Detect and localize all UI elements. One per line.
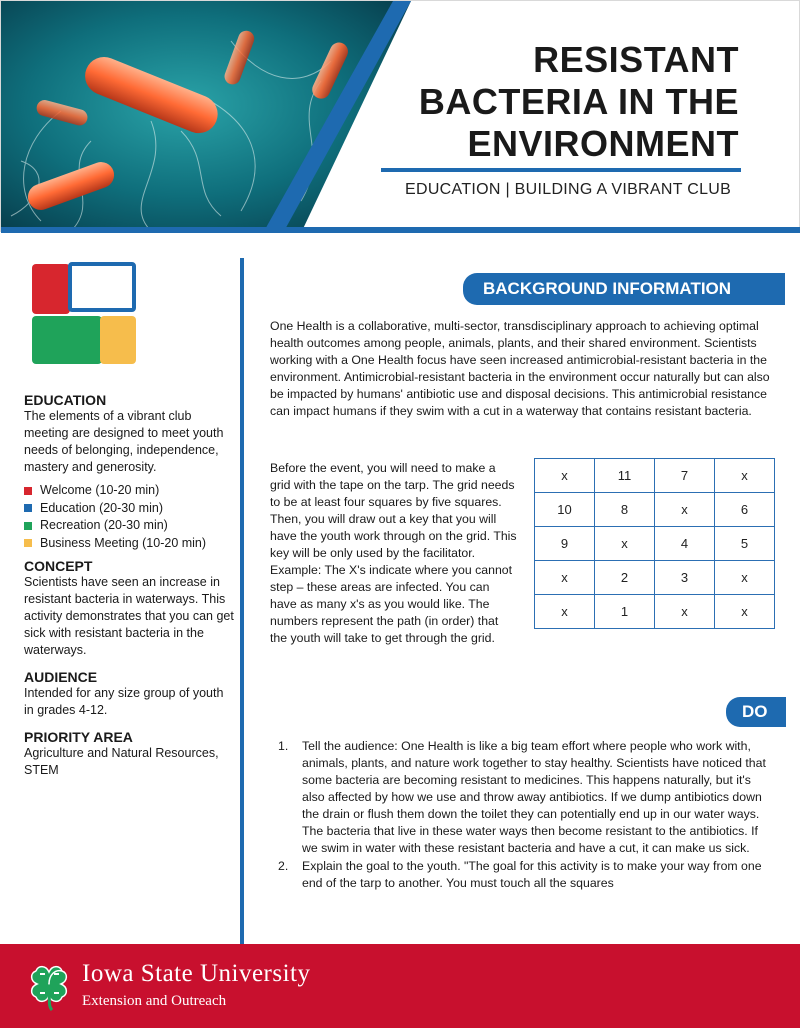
grid-cell: x (715, 459, 775, 493)
title-line-1: RESISTANT (533, 39, 739, 80)
page-subtitle: EDUCATION | BUILDING A VIBRANT CLUB (405, 181, 732, 198)
bacteria-illustration (1, 1, 411, 233)
audience-heading: AUDIENCE (24, 669, 98, 685)
header-divider (1, 227, 800, 233)
do-steps-list (272, 738, 772, 893)
meeting-legend (24, 482, 236, 552)
concept-heading: CONCEPT (24, 558, 93, 574)
grid-row (535, 527, 775, 561)
page-title (379, 39, 739, 165)
grid-cell: x (655, 493, 715, 527)
grid-cell: 2 (595, 561, 655, 595)
column-divider (240, 258, 244, 944)
grid-cell: x (715, 561, 775, 595)
legend-label: Education (20-30 min) (40, 500, 163, 515)
grid-row (535, 493, 775, 527)
grid-row (535, 459, 775, 493)
grid-cell: 5 (715, 527, 775, 561)
grid-cell: 7 (655, 459, 715, 493)
grid-cell: x (535, 459, 595, 493)
path-grid (534, 458, 775, 629)
step-text: Explain the goal to the youth. "The goal for this activity is to make your way from one end of the tarp to another. You must touch all the squares (302, 859, 762, 890)
background-heading: BACKGROUND INFORMATION (463, 273, 785, 305)
grid-cell: 4 (655, 527, 715, 561)
audience-text: Intended for any size group of youth in grades 4-12. (24, 686, 224, 717)
education-heading: EDUCATION (24, 392, 107, 408)
grid-cell: 3 (655, 561, 715, 595)
business-swatch (24, 539, 32, 547)
education-text: The elements of a vibrant club meeting are designed to meet youth needs of belonging, independence, mastery and generosity. (24, 409, 224, 474)
title-line-3: ENVIRONMENT (467, 123, 739, 164)
sidebar (24, 258, 236, 779)
grid-cell: 11 (595, 459, 655, 493)
priority-text: Agriculture and Natural Resources, STEM (24, 746, 219, 777)
legend-item-recreation (24, 517, 236, 535)
grid-cell: 8 (595, 493, 655, 527)
grid-cell: x (535, 595, 595, 629)
bacteria-hero-image (1, 1, 411, 233)
list-item (272, 858, 772, 892)
legend-label: Welcome (10-20 min) (40, 483, 160, 497)
grid-cell: 10 (535, 493, 595, 527)
step-number: 1. (278, 739, 289, 753)
4h-clover-icon (26, 960, 72, 1012)
welcome-swatch (24, 487, 32, 495)
grid-cell: 9 (535, 527, 595, 561)
recreation-swatch (24, 522, 32, 530)
education-swatch (24, 504, 32, 512)
vibrant-club-logo-icon (28, 258, 138, 368)
step-number: 2. (278, 859, 289, 873)
grid-cell: x (535, 561, 595, 595)
grid-row (535, 561, 775, 595)
priority-heading: PRIORITY AREA (24, 729, 133, 745)
grid-row (535, 595, 775, 629)
concept-text: Scientists have seen an increase in resistant bacteria in waterways. This activity demonstrates that you can get sick with resistant bacteria in the waterways. (24, 575, 234, 657)
page-header (0, 0, 800, 232)
page-footer (0, 944, 800, 1028)
grid-cell: 1 (595, 595, 655, 629)
grid-cell: x (595, 527, 655, 561)
legend-item-business (24, 535, 236, 553)
grid-cell: x (655, 595, 715, 629)
list-item (272, 738, 772, 857)
legend-item-education (24, 500, 236, 518)
title-divider (381, 168, 741, 172)
step-text: Tell the audience: One Health is like a big team effort where people who work with, animals, plants, and nature work together to stay healthy. Scientists have noticed that some bacteria are becoming resistant to medicines. This happens naturally, but it's also affected by how we use and throw away antibiotics. If we dump antibiotics down the drain or flush them down the toilet they can potentially end up in our water ways. The bacteria that live in these water ways then become resistant to the antibiotics. If we swim in water with these resistant bacteria and have a cut, it can make us sick. (302, 739, 766, 855)
do-heading: DO (726, 697, 786, 727)
grid-instructions: Before the event, you will need to make a grid with the tape on the tarp. The grid needs to be at least four squares by five squares. Then, you will draw out a key that you will have the youth work through on the grid. This key will be only used by the facilitator. Example: The X's indicate where you cannot step – these areas are infected. You can have as many x's as you would like. The numbers represent the path (in order) that the youth will take to get through the grid. (270, 461, 517, 645)
grid-cell: 6 (715, 493, 775, 527)
legend-label: Recreation (20-30 min) (40, 518, 168, 532)
legend-item-welcome (24, 482, 236, 500)
extension-name: Extension and Outreach (82, 993, 227, 1009)
grid-cell: x (715, 595, 775, 629)
background-text: One Health is a collaborative, multi-sector, transdisciplinary approach to achieving optimal health outcomes among people, animals, plants, and their shared environment. Scientists working with a One Health focus have seen increased antimicrobial-resistant bacteria in the environment. Antimicrobial-resistant bacteria in the environment occur naturally but can also be impacted by humans' antibiotic use and disposal decisions. This antimicrobial resistance can impact humans if they swim with a cut in a waterway that contains resistant bacteria. (270, 319, 770, 418)
title-line-2: BACTERIA IN THE (418, 81, 739, 122)
university-name: Iowa State University (82, 960, 311, 987)
legend-label: Business Meeting (10-20 min) (40, 535, 207, 550)
